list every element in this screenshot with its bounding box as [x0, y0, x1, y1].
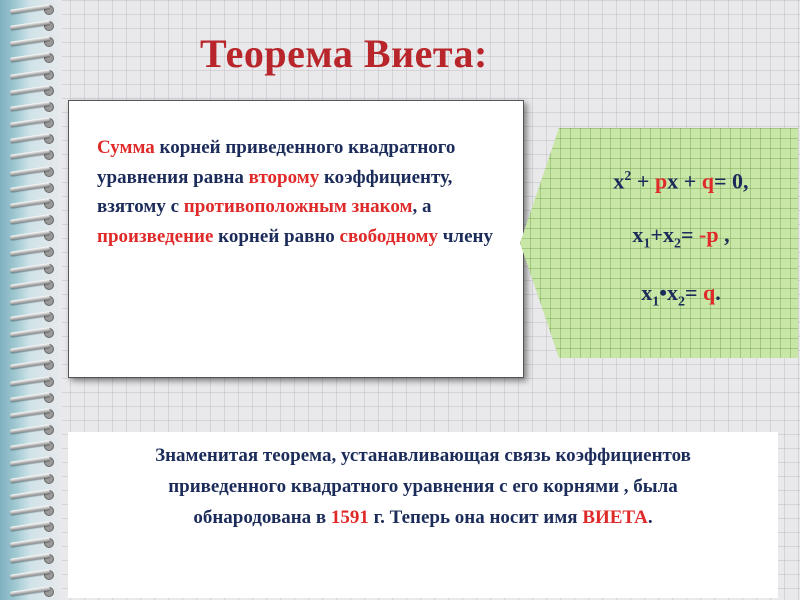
spiral-ring-icon: [10, 392, 60, 402]
formula-part: =: [680, 222, 700, 247]
theorem-text-part: коэффициенту, взятому с: [97, 166, 453, 217]
formula-part: +x: [650, 222, 674, 247]
spiral-ring-icon: [10, 149, 60, 159]
formula-part: +: [631, 168, 655, 194]
quadratic-equation: [565, 160, 797, 218]
formula-coefficient-q: q: [701, 168, 715, 194]
spiral-ring-icon: [10, 69, 60, 79]
spiral-ring-icon: [10, 473, 60, 483]
spiral-ring-icon: [10, 586, 60, 596]
spiral-ring-icon: [10, 376, 60, 386]
spiral-ring-icon: [10, 263, 60, 273]
formula-part: ,: [718, 222, 730, 247]
spiral-ring-icon: [10, 489, 60, 499]
spiral-ring-icon: [10, 36, 60, 46]
theorem-highlight-free: свободному: [339, 225, 438, 247]
history-line: Знаменитая теорема, устанавливающая связь коэффициентов: [155, 445, 691, 466]
theorem-text-part: корней приведенного квадратного уравнения равна: [97, 137, 456, 188]
formula-coefficient-p: p: [654, 168, 668, 194]
spiral-ring-icon: [10, 133, 60, 143]
formula-part: x: [613, 168, 625, 194]
spiral-ring-icon: [10, 505, 60, 515]
formula-part: x: [641, 280, 653, 305]
theorem-highlight-second: второму: [248, 166, 320, 188]
history-note: [78, 440, 768, 533]
theorem-highlight-opposite-sign: противоположным знаком: [183, 196, 413, 217]
spiral-ring-icon: [10, 52, 60, 62]
formula-result: -p: [699, 222, 719, 247]
spiral-ring-icon: [10, 101, 60, 111]
spiral-ring-icon: [10, 4, 60, 14]
spiral-ring-icon: [10, 182, 60, 192]
history-year: 1591: [330, 507, 369, 528]
spiral-ring-icon: [10, 569, 60, 579]
formula-part: .: [715, 280, 721, 305]
spiral-ring-icon: [10, 440, 60, 450]
theorem-highlight-sum: Сумма: [97, 137, 155, 158]
spiral-ring-icon: [10, 246, 60, 256]
history-line: обнародована в: [193, 507, 331, 528]
roots-sum-formula: [565, 218, 797, 276]
spiral-ring-icon: [10, 537, 60, 547]
formula-part: •x: [659, 280, 678, 305]
formula-part: x +: [667, 168, 702, 194]
formula-exponent: 2: [624, 169, 632, 184]
formula-subscript: 1: [643, 236, 651, 252]
theorem-highlight-product: произведение: [97, 225, 214, 247]
spiral-ring-icon: [10, 20, 60, 30]
spiral-ring-icon: [10, 327, 60, 337]
spiral-ring-icon: [10, 214, 60, 224]
formula-part: =: [684, 280, 703, 305]
roots-product-formula: [565, 276, 797, 334]
spiral-ring-icon: [10, 166, 60, 176]
spiral-ring-icon: [10, 553, 60, 563]
spiral-rings: [10, 4, 60, 596]
spiral-ring-icon: [10, 295, 60, 305]
spiral-ring-icon: [10, 343, 60, 353]
formula-subscript: 2: [673, 236, 681, 252]
formula-part: x: [632, 222, 644, 247]
spiral-ring-icon: [10, 521, 60, 531]
history-note-box: [68, 432, 778, 598]
spiral-ring-icon: [10, 456, 60, 466]
slide-title: Теорема Виета:: [200, 31, 488, 76]
theorem-statement-box: [68, 100, 524, 378]
spiral-ring-icon: [10, 424, 60, 434]
formula-result: q: [703, 280, 716, 305]
formula-subscript: 1: [652, 294, 660, 310]
history-name: ВИЕТА: [582, 507, 648, 528]
history-line: .: [647, 507, 653, 528]
spiral-ring-icon: [10, 85, 60, 95]
spiral-ring-icon: [10, 230, 60, 240]
theorem-text-part: члену: [437, 225, 493, 247]
formula-block: [565, 160, 797, 334]
theorem-text-part: , а: [412, 196, 432, 217]
spiral-ring-icon: [10, 198, 60, 208]
spiral-ring-icon: [10, 359, 60, 369]
theorem-statement: [97, 133, 503, 251]
spiral-ring-icon: [10, 279, 60, 289]
theorem-text-part: корней равно: [213, 225, 340, 247]
formula-part: = 0,: [714, 168, 749, 194]
history-line: г. Теперь она носит имя: [368, 507, 583, 528]
history-line: приведенного квадратного уравнения с его корнями , была: [168, 476, 678, 497]
formula-subscript: 2: [677, 294, 685, 310]
spiral-ring-icon: [10, 311, 60, 321]
spiral-ring-icon: [10, 117, 60, 127]
spiral-ring-icon: [10, 408, 60, 418]
